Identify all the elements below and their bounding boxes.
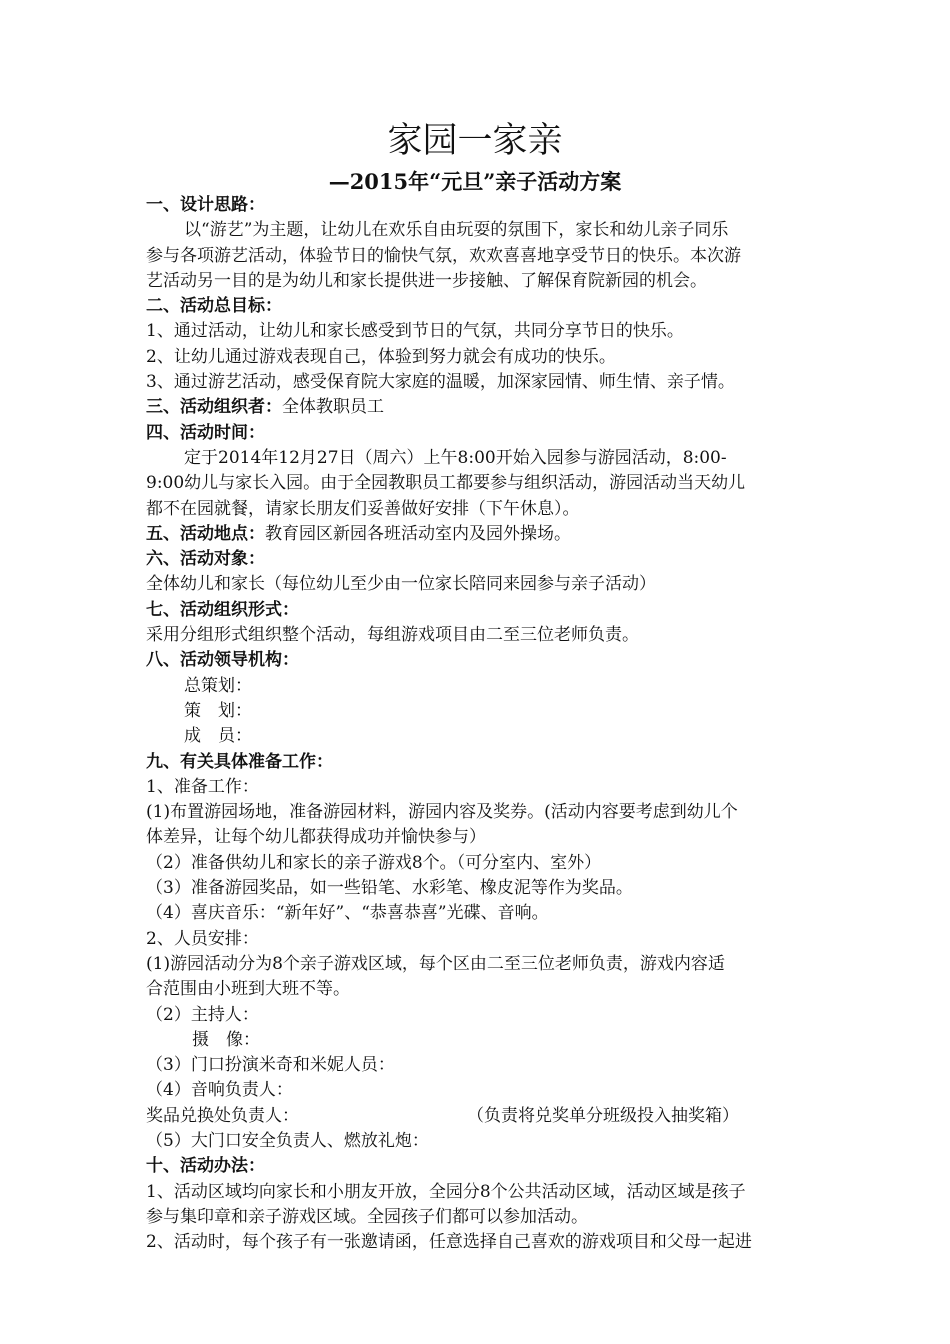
list-item: 1、通过活动，让幼儿和家长感受到节日的气氛，共同分享节日的快乐。 [146, 321, 684, 342]
paragraph-line: 2、活动时，每个孩子有一张邀请函，任意选择自己喜欢的游戏项目和父母一起进 [146, 1232, 752, 1253]
list-item: （4）音响负责人： [146, 1080, 293, 1101]
list-item: (1)布置游园场地，准备游园材料，游园内容及奖券。(活动内容要考虑到幼儿个 [146, 802, 738, 823]
section-heading: 六、活动对象： [146, 549, 265, 570]
document-title: 家园一家亲 [387, 121, 563, 161]
paragraph-line: 定于2014年12月27日（周六）上午8:00开始入园参与游园活动，8:00- [184, 447, 727, 468]
list-item: (1)游园活动分为8个亲子游戏区域，每个区由二至三位老师负责，游戏内容适 [146, 953, 725, 974]
section-heading: 二、活动总目标： [146, 296, 282, 317]
paragraph-line: 1、活动区域均向家长和小朋友开放，全园分8个公共活动区域，活动区域是孩子 [146, 1181, 746, 1202]
list-item: 体差异，让每个幼儿都获得成功并愉快参与） [146, 827, 486, 848]
section-heading: 三、活动组织者： [146, 397, 282, 418]
role-note: （负责将兑奖单分班级投入抽奖箱） [467, 1105, 739, 1126]
section-value: 教育园区新园各班活动室内及园外操场。 [265, 523, 571, 544]
section-heading: 一、设计思路： [146, 195, 265, 215]
section-heading: 八、活动领导机构： [146, 650, 299, 671]
list-item: （3）准备游园奖品，如一些铅笔、水彩笔、橡皮泥等作为奖品。 [146, 878, 633, 899]
subsection-heading: 1、准备工作： [146, 776, 259, 797]
paragraph-line: 参与集印章和亲子游戏区域。全园孩子们都可以参加活动。 [146, 1206, 588, 1227]
section-heading: 九、有关具体准备工作： [146, 751, 333, 772]
list-item: 合范围由小班到大班不等。 [146, 979, 350, 1000]
section-heading: 五、活动地点： [146, 523, 265, 544]
section-heading: 四、活动时间： [146, 422, 265, 443]
role-line: 总策划： [184, 675, 252, 696]
paragraph-line: 采用分组形式组织整个活动，每组游戏项目由二至三位老师负责。 [146, 625, 639, 646]
document-subtitle: —2015年“元旦”亲子活动方案 [328, 169, 622, 194]
list-item: （2）准备供幼儿和家长的亲子游戏8个。（可分室内、室外） [146, 852, 602, 873]
list-item: 3、通过游艺活动，感受保育院大家庭的温暖，加深家园情、师生情、亲子情。 [146, 372, 735, 393]
subsection-heading: 2、人员安排： [146, 928, 259, 949]
role-line: 策 划： [184, 700, 252, 721]
role-label: 奖品兑换处负责人： [146, 1105, 299, 1126]
list-item [146, 1104, 816, 1129]
paragraph-line: 都不在园就餐，请家长朋友们妥善做好安排（下午休息）。 [146, 498, 580, 519]
paragraph-line: 参与各项游艺活动，体验节日的愉快气氛，欢欢喜喜地享受节日的快乐。本次游 [146, 245, 741, 266]
section-value: 全体教职员工 [282, 397, 384, 418]
list-item: （2）主持人： [146, 1004, 259, 1025]
list-item: （4）喜庆音乐：“新年好”、“恭喜恭喜”光碟、音响。 [146, 903, 549, 924]
list-item: 2、让幼儿通过游戏表现自己，体验到努力就会有成功的快乐。 [146, 346, 616, 367]
document-body [146, 193, 816, 1255]
section-heading: 十、活动办法： [146, 1156, 265, 1177]
list-item: （5）大门口安全负责人、燃放礼炮： [146, 1130, 429, 1151]
paragraph-line: 全体幼儿和家长（每位幼儿至少由一位家长陪同来园参与亲子活动） [146, 574, 656, 595]
role-line: 摄 像： [192, 1029, 260, 1050]
section-heading: 七、活动组织形式： [146, 599, 299, 620]
paragraph-line: 以“游艺”为主题，让幼儿在欢乐自由玩耍的氛围下，家长和幼儿亲子同乐 [184, 220, 729, 241]
list-item: （3）门口扮演米奇和米妮人员： [146, 1055, 395, 1076]
paragraph-line: 艺活动另一目的是为幼儿和家长提供进一步接触、了解保育院新园的机会。 [146, 270, 707, 291]
role-line: 成 员： [184, 726, 252, 747]
paragraph-line: 9:00幼儿与家长入园。由于全园教职员工都要参与组织活动，游园活动当天幼儿 [146, 473, 746, 494]
section-row [146, 395, 816, 420]
section-row [146, 522, 816, 547]
